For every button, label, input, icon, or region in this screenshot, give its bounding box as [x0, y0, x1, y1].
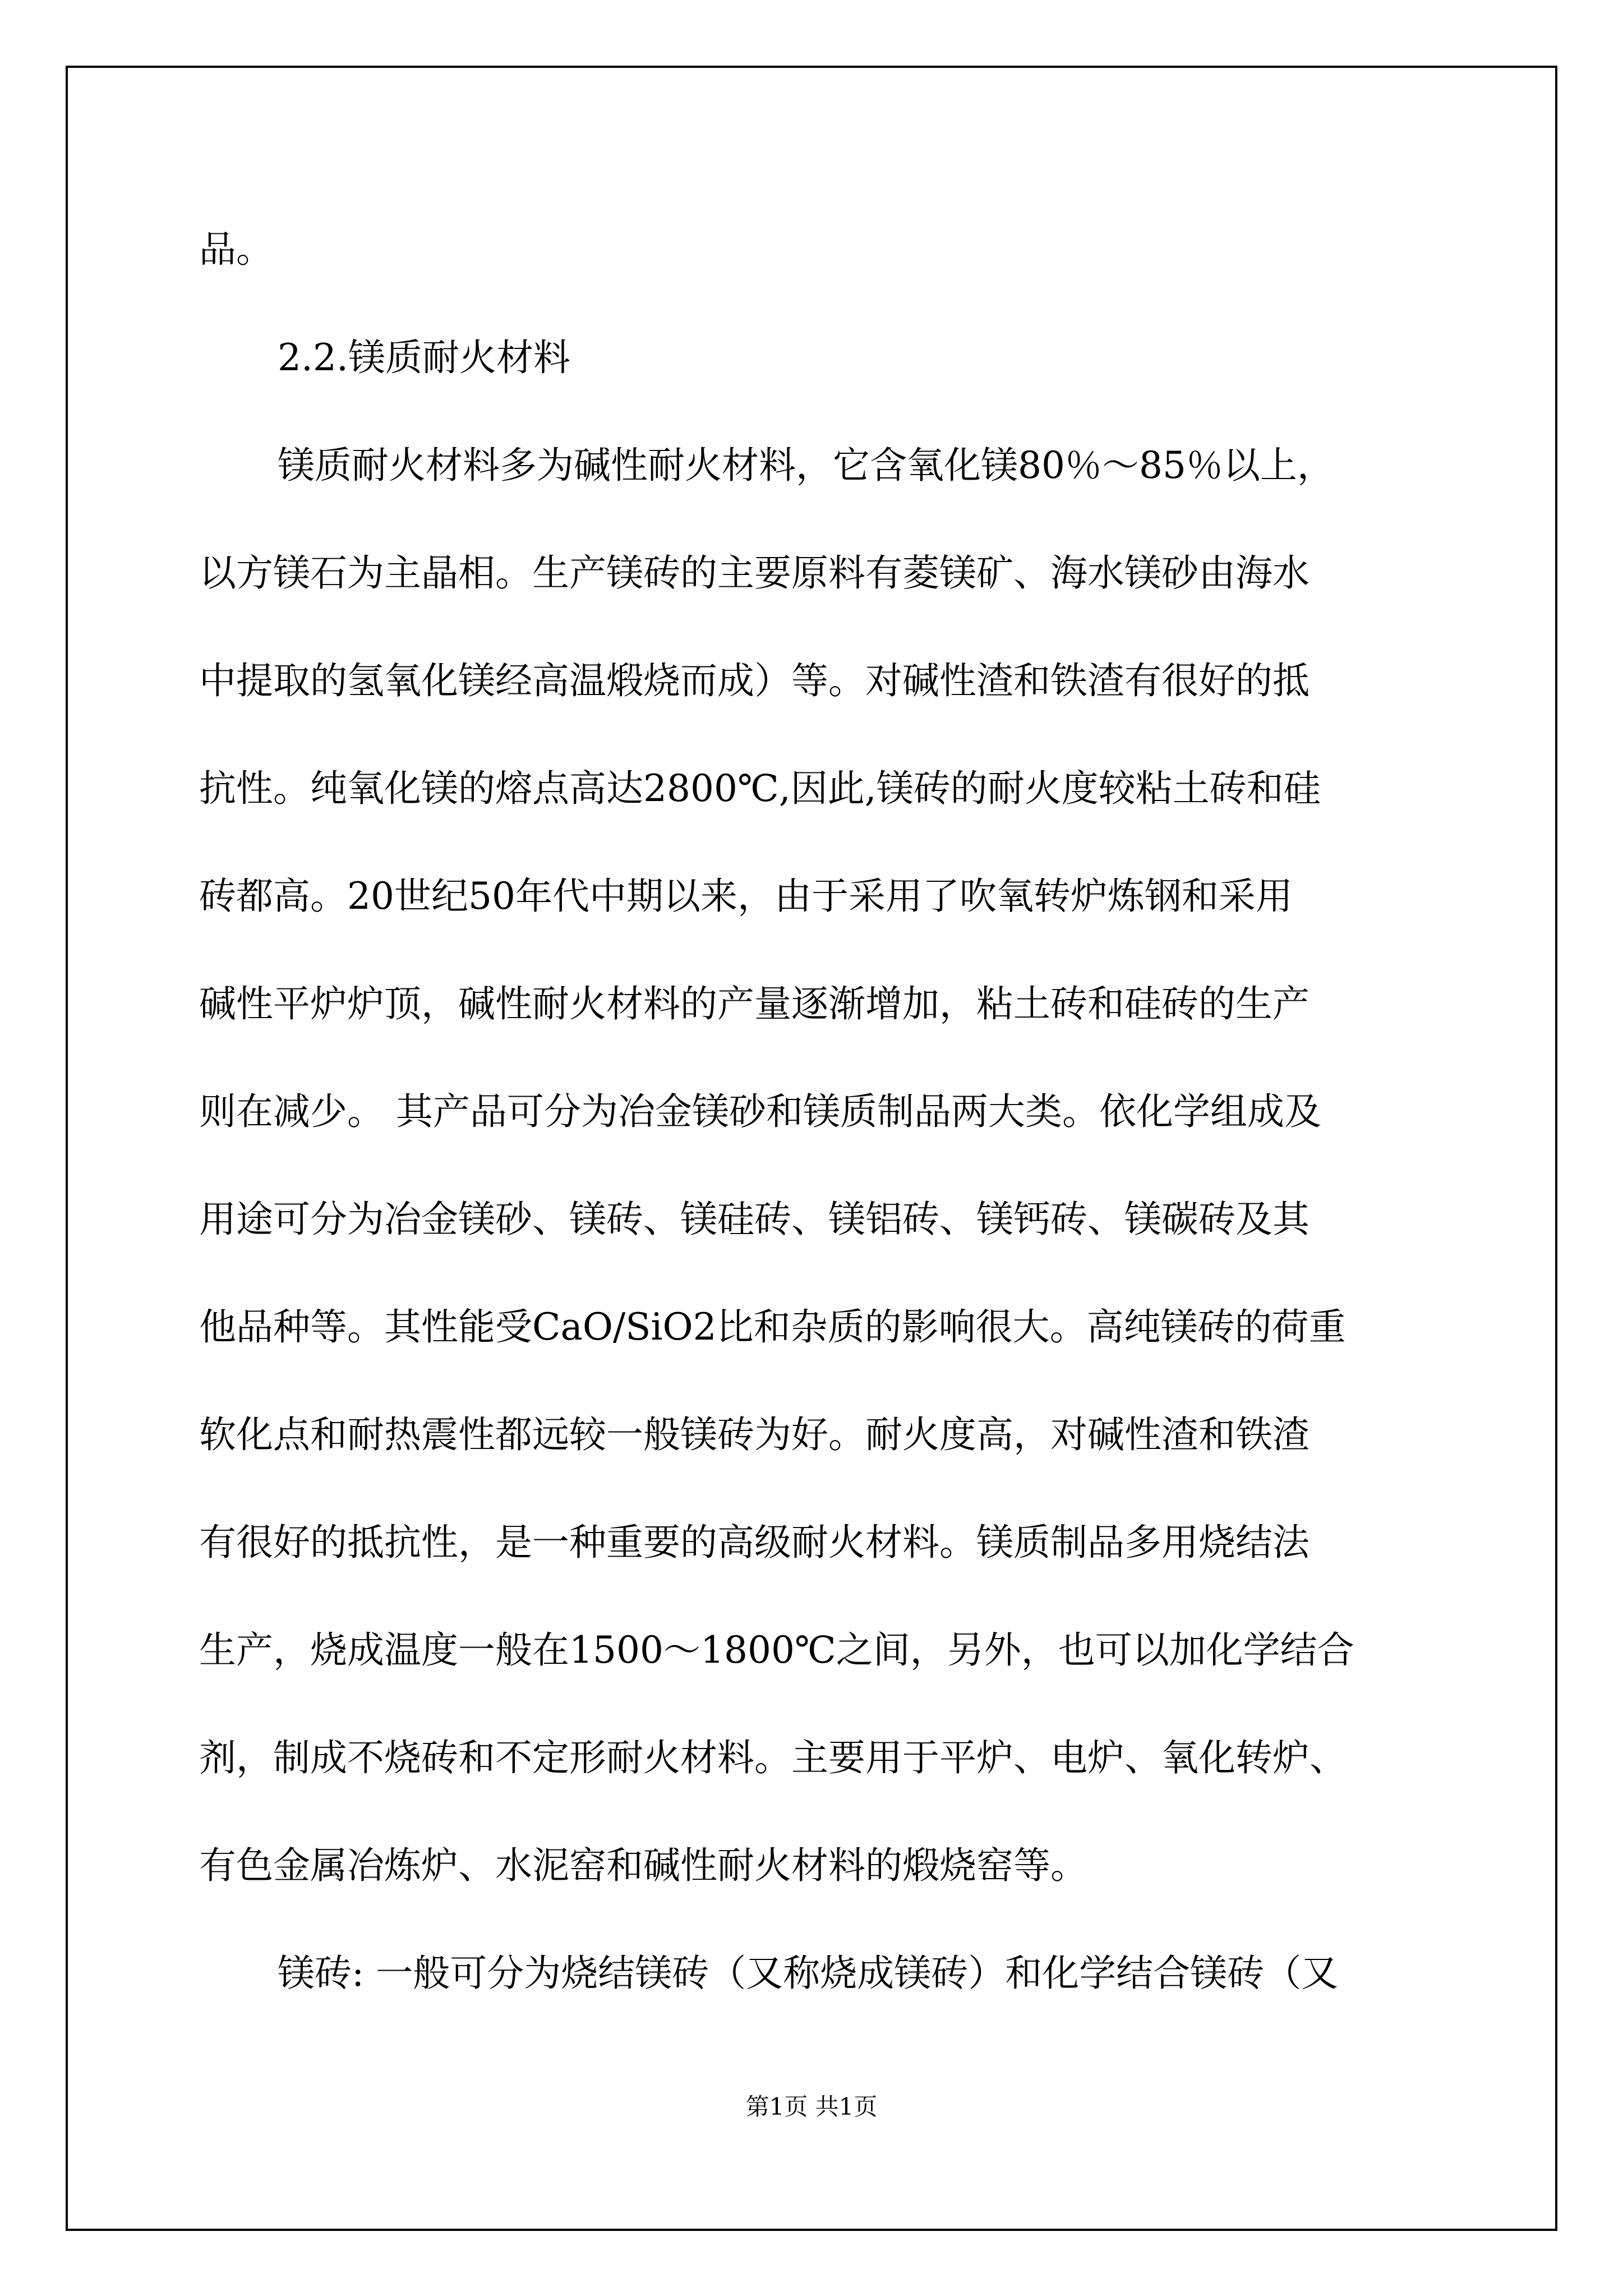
text-line: 剂，制成不烧砖和不定形耐火材料。主要用于平炉、电炉、氧化转炉、: [199, 1736, 1347, 1779]
text-line: 中提取的氢氧化镁经高温煅烧而成）等。对碱性渣和铁渣有很好的抵: [199, 659, 1310, 702]
text-line: 生产，烧成温度一般在1500～1800℃之间，另外，也可以加化学结合: [199, 1628, 1354, 1672]
text-line: 抗性。纯氧化镁的熔点高达2800℃,因此,镁砖的耐火度较粘土砖和硅: [199, 767, 1321, 810]
text-line: 他品种等。其性能受CaO/SiO2比和杂质的影响很大。高纯镁砖的荷重: [199, 1305, 1346, 1349]
page-border: [66, 66, 1557, 2231]
text-line: 软化点和耐热震性都远较一般镁砖为好。耐火度高，对碱性渣和铁渣: [199, 1413, 1310, 1456]
text-line: 镁砖: 一般可分为烧结镁砖（又称烧成镁砖）和化学结合镁砖（又: [278, 1952, 1339, 1995]
page-footer: 第1页 共1页: [745, 2093, 878, 2120]
text-line: 砖都高。20世纪50年代中期以来，由于采用了吹氧转炉炼钢和采用: [199, 875, 1293, 918]
text-line: 品。: [199, 228, 273, 271]
text-line: 则在减少。 其产品可分为冶金镁砂和镁质制品两大类。依化学组成及: [199, 1090, 1321, 1133]
text-line: 镁质耐火材料多为碱性耐火材料，它含氧化镁80％～85％以上，: [278, 444, 1334, 487]
text-line: 以方镁石为主晶相。生产镁砖的主要原料有菱镁矿、海水镁砂由海水: [199, 551, 1310, 595]
text-line: 用途可分为冶金镁砂、镁砖、镁硅砖、镁铝砖、镁钙砖、镁碳砖及其: [199, 1198, 1310, 1241]
text-line: 碱性平炉炉顶，碱性耐火材料的产量逐渐增加，粘土砖和硅砖的生产: [199, 982, 1310, 1025]
text-line: 有色金属冶炼炉、水泥窑和碱性耐火材料的煅烧窑等。: [199, 1844, 1087, 1887]
section-heading: 2.2.镁质耐火材料: [278, 336, 570, 379]
text-line: 有很好的抵抗性，是一种重要的高级耐火材料。镁质制品多用烧结法: [199, 1521, 1310, 1564]
